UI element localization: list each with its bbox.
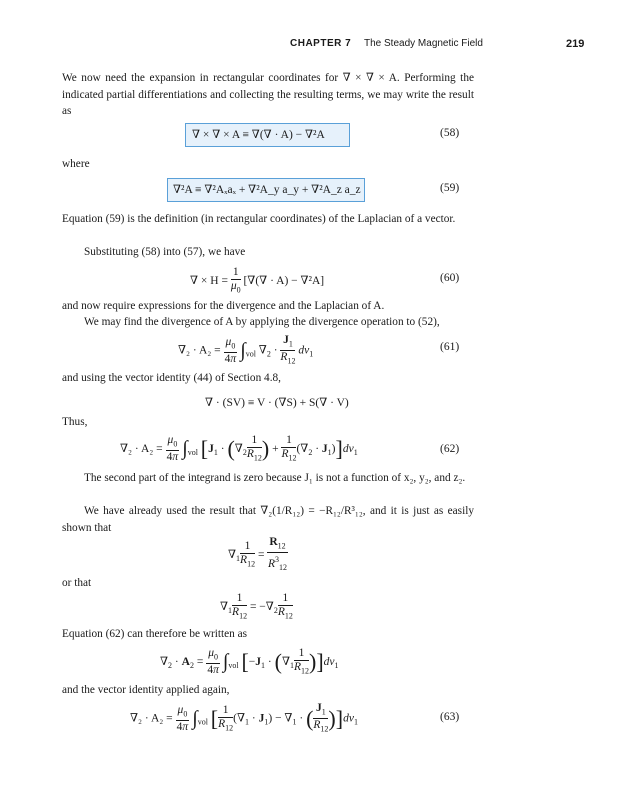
equation-number-63: (63) bbox=[440, 711, 460, 723]
paragraph-already-used: We have already used the result that ∇₂(1/R₁₂) = −R₁₂/R³₁₂, and it is just as easily shown that bbox=[62, 505, 474, 534]
fraction-one-over-r12: $\frac{1}{R_{12}}$ bbox=[293, 647, 309, 676]
equation-63-lhs: ∇₂ · A₂ = bbox=[130, 712, 173, 725]
equation-63: ∇₂ · A₂ = $\frac{\mu_0}{4\pi}$ $\int_{vol}$ [ $\frac{1}{R_{12}}$ $(\nabla_1 \cdot J_1) - \nabla_1$ · ( $\frac{J_1}{R_{12}}$ )]$dv_1$ bbox=[130, 702, 358, 734]
equation-number-62: (62) bbox=[440, 443, 460, 455]
integral-sign: ∫ bbox=[192, 707, 198, 730]
running-header bbox=[0, 38, 627, 54]
fraction-mu0-over-4pi: $\frac{\mu_0}{4\pi}$ bbox=[176, 703, 189, 733]
fraction-j1-over-r12: $\frac{J_1}{R_{12}}$ bbox=[280, 334, 296, 366]
fraction-one-over-mu0: $\frac{1}{\mu_0}$ bbox=[230, 266, 241, 295]
integral-sign: ∫ bbox=[240, 339, 246, 362]
equation-61-lhs: ∇₂ · A₂ = bbox=[178, 344, 221, 357]
fraction-r12-over-r12-cubed: $\frac{R_{12}}{R^3_{12}}$ bbox=[267, 536, 287, 573]
chapter-title: The Steady Magnetic Field bbox=[364, 38, 483, 49]
equation-62: ∇₂ · A₂ = $\frac{\mu_0}{4\pi}$ $\int_{vol}$ [$J_1 \cdot (\nabla_2$ $\frac{1}{R_{12}}$ ) + $\frac{1}{R_{12}}$ $(\nabla_2 \cdot J_1)]dv_1$ bbox=[120, 434, 358, 464]
equation-number-58: (58) bbox=[440, 127, 460, 139]
equation-60 bbox=[190, 266, 324, 296]
paragraph-applied-again: and the vector identity applied again, bbox=[62, 684, 230, 696]
equation-62-rewritten: $\nabla_2 \cdot A_2$ = $\frac{\mu_0}{4\pi}$ $\int_{vol}$ [$-J_1 \cdot (\nabla_1$ $\frac{1}{R_{12}}$ )]$dv_1$ bbox=[160, 647, 339, 677]
paragraph-substituting: Substituting (58) into (57), we have bbox=[84, 246, 246, 258]
paragraph-where: where bbox=[62, 158, 90, 170]
equation-61: ∇₂ · A₂ = $\frac{\mu_0}{4\pi}$ $\int_{vol}$ $\nabla_2$ · $\frac{J_1}{R_{12}}$ $dv_1$ bbox=[178, 334, 314, 366]
fraction-mu0-over-4pi: $\frac{\mu_0}{4\pi}$ bbox=[224, 335, 237, 365]
paragraph-divergence: We may find the divergence of A by applying the divergence operation to (52), bbox=[84, 316, 440, 328]
fraction-one-over-r12: $\frac{1}{R_{12}}$ bbox=[232, 592, 248, 621]
fraction-one-over-r12: $\frac{1}{R_{12}}$ bbox=[277, 592, 293, 621]
equation-number-61: (61) bbox=[440, 341, 460, 353]
fraction-one-over-r12: $\frac{1}{R_{12}}$ bbox=[218, 703, 234, 732]
paragraph-second-part: The second part of the integrand is zero because J₁ is not a function of x₂, y₂, and z₂. bbox=[84, 472, 466, 484]
paragraph-thus: Thus, bbox=[62, 416, 88, 428]
chapter-label: CHAPTER 7 bbox=[290, 38, 352, 49]
paragraph-or-that: or that bbox=[62, 577, 92, 589]
fraction-mu0-over-4pi: $\frac{\mu_0}{4\pi}$ bbox=[166, 434, 179, 464]
equation-number-59: (59) bbox=[440, 182, 460, 194]
paragraph-require-expressions: and now require expressions for the divergence and the Laplacian of A. bbox=[62, 300, 385, 312]
integral-sign: ∫ bbox=[182, 437, 188, 460]
fraction-one-over-r12: $\frac{1}{R_{12}}$ bbox=[240, 540, 256, 569]
equation-number-60: (60) bbox=[440, 272, 460, 284]
equation-62-lhs: ∇₂ · A₂ = bbox=[120, 442, 163, 455]
equation-gradient-1: $\nabla_1$ $\frac{1}{R_{12}}$ = $\frac{R_{12}}{R^3_{12}}$ bbox=[228, 536, 287, 573]
paragraph-laplacian-definition: Equation (59) is the definition (in rectangular coordinates) of the Laplacian of a vector. bbox=[62, 213, 456, 225]
equation-60-rhs: [∇(∇ · A) − ∇²A] bbox=[243, 274, 325, 287]
paragraph-vector-identity: and using the vector identity (44) of Section 4.8, bbox=[62, 372, 281, 384]
page-number: 219 bbox=[566, 38, 585, 50]
paragraph-can-be-written: Equation (62) can therefore be written as bbox=[62, 628, 248, 640]
equation-59: ∇²A ≡ ∇²Aₓaₓ + ∇²A_y a_y + ∇²A_z a_z bbox=[173, 184, 361, 196]
equation-58: ∇ × ∇ × A ≡ ∇(∇ · A) − ∇²A bbox=[192, 129, 325, 141]
equation-60-lhs: ∇ × H = bbox=[190, 274, 228, 287]
integral-sign: ∫ bbox=[222, 650, 229, 673]
paragraph-intro: We now need the expansion in rectangular coordinates for ∇ × ∇ × A. Performing the indicated partial differentiations and collecting the resulting terms, we may write the result as bbox=[62, 72, 474, 117]
fraction-one-over-r12: $\frac{1}{R_{12}}$ bbox=[281, 434, 297, 463]
fraction-one-over-r12: $\frac{1}{R_{12}}$ bbox=[246, 434, 262, 463]
fraction-j1-over-r12: $\frac{J_1}{R_{12}}$ bbox=[313, 702, 329, 734]
equation-identity: ∇ · (SV) ≡ V · (∇S) + S(∇ · V) bbox=[205, 397, 349, 409]
equation-gradient-2: $\nabla_1$ $\frac{1}{R_{12}}$ = $-\nabla_2$ $\frac{1}{R_{12}}$ bbox=[220, 592, 293, 621]
fraction-mu0-over-4pi: $\frac{\mu_0}{4\pi}$ bbox=[207, 647, 219, 677]
